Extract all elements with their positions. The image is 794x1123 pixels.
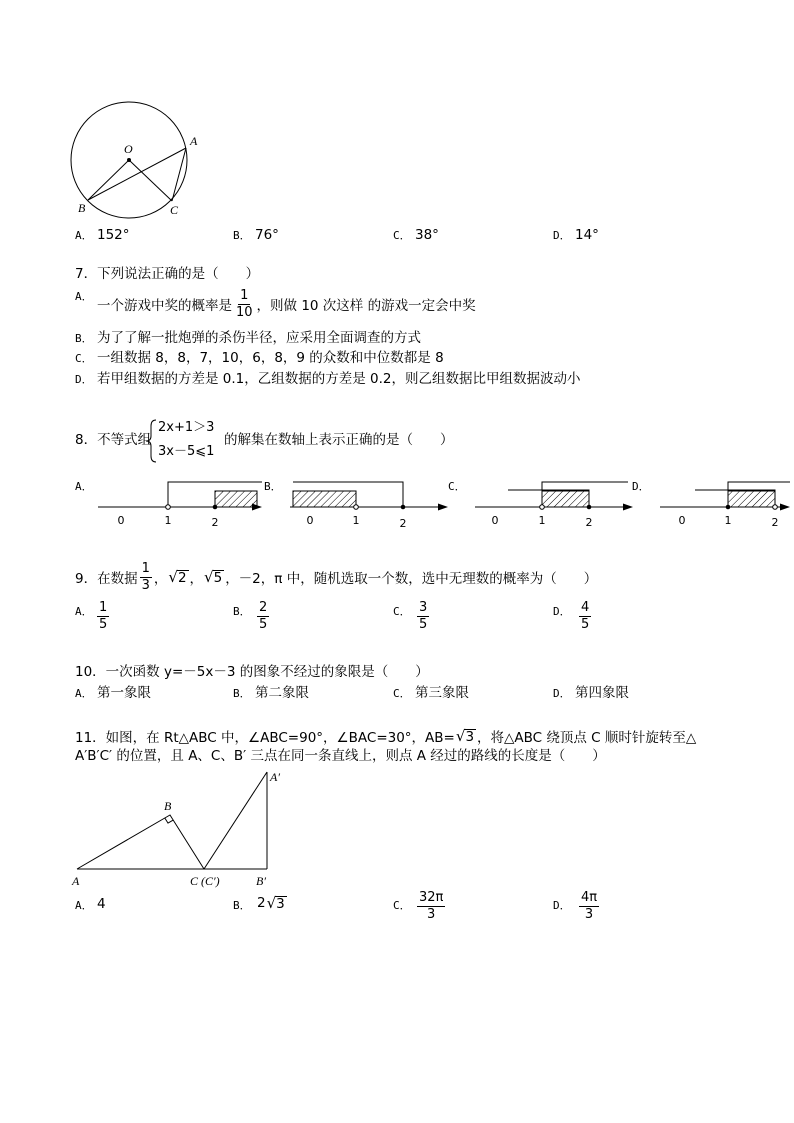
q6-option-d (553, 226, 599, 245)
label-a-prime: A′ (270, 770, 280, 784)
option-letter: D． (75, 373, 93, 386)
q7-option-a-letter: A． (75, 290, 93, 303)
hatched-region (293, 491, 356, 507)
axis-arrow-icon (780, 504, 790, 511)
stem-text-before: 11．如图，在 Rt△ABC 中，∠ABC=90°，∠BAC=30°，AB= (75, 730, 455, 746)
q7-option-d (75, 370, 581, 389)
tick-label: 0 (678, 514, 686, 527)
fraction-numerator: 1 (99, 600, 108, 615)
number-line-a (98, 482, 262, 529)
system-brace (144, 418, 158, 464)
q8-option-a-letter: A． (75, 480, 93, 493)
chord-ac (172, 148, 186, 201)
label-a: A (72, 874, 80, 888)
option-text: 152° (97, 227, 130, 243)
inequality-2: 3x－5⩽1 (158, 444, 215, 459)
open-point (354, 505, 359, 510)
option-text-before: 一个游戏中奖的概率是 (97, 298, 232, 314)
fraction-denominator: 5 (99, 617, 108, 632)
tick-label: 2 (211, 516, 219, 529)
q9-stem (75, 561, 597, 593)
option-text-after: ，则做 10 次这样 的游戏一定会中奖 (256, 298, 476, 314)
q7-option-a (97, 288, 476, 320)
closed-point (726, 505, 731, 510)
tick-label: 2 (399, 517, 407, 530)
q9-option-c-letter: C． (393, 605, 411, 618)
option-letter: D． (553, 229, 571, 242)
option-text: 第一象限 (97, 685, 151, 701)
radius-oc (129, 160, 172, 201)
square-root (168, 569, 188, 586)
label-b: B (78, 201, 86, 215)
radical-sign-icon: √ (455, 726, 466, 745)
number-line-c (475, 482, 633, 529)
hatched-region (542, 491, 589, 507)
q11-option-a-letter: A． (75, 899, 93, 912)
option-text: 38° (415, 227, 439, 243)
q6-option-c (393, 226, 439, 245)
q8-option-d-letter: D． (632, 480, 650, 493)
closed-point (213, 505, 218, 510)
q8-number-lines (70, 474, 794, 530)
radicand: 2 (177, 569, 187, 586)
q11-option-d-letter: D． (553, 899, 571, 912)
q11-option-a-text: 4 (97, 896, 106, 912)
left-brace-icon (146, 420, 156, 462)
q9-option-b-letter: B． (233, 605, 251, 618)
option-letter: B． (75, 332, 93, 345)
q9-option-d-letter: D． (553, 605, 571, 618)
q7-stem: 7．下列说法正确的是（ ） (75, 266, 260, 282)
q10-stem: 10．一次函数 y=－5x－3 的图象不经过的象限是（ ） (75, 664, 429, 680)
option-letter: A． (75, 687, 93, 700)
separator: ， (153, 571, 168, 587)
tick-label: 2 (585, 516, 593, 529)
fraction-denominator: 3 (584, 907, 594, 922)
tick-label: 1 (538, 514, 546, 527)
separator: ， (189, 571, 204, 587)
triangle-abc-sides (77, 815, 204, 869)
tick-label: 2 (771, 516, 779, 529)
radical-sign-icon: √ (204, 567, 214, 586)
label-o: O (124, 142, 133, 156)
option-text: 第三象限 (415, 685, 469, 701)
inequality-1: 2x+1＞3 (158, 420, 215, 435)
stem-text-before: 9．在数据 (75, 571, 138, 587)
square-root (204, 569, 224, 586)
closed-point (587, 505, 592, 510)
q9-option-c-fraction (417, 601, 429, 632)
fraction-numerator: 4π (581, 890, 598, 905)
stem-text-after: ，－2，π 中，随机选取一个数，选中无理数的概率为（ ） (225, 571, 598, 587)
q8-stem-before: 8．不等式组 (75, 432, 152, 448)
fraction (234, 289, 255, 320)
open-point (540, 505, 545, 510)
hatched-region (728, 491, 775, 507)
q10-option-a (75, 684, 151, 703)
option-letter: C． (393, 229, 411, 242)
axis-arrow-icon (623, 504, 633, 511)
square-root (456, 728, 476, 745)
radical-sign-icon: √ (168, 567, 178, 586)
option-text: 第二象限 (255, 685, 309, 701)
label-c: C (170, 203, 179, 217)
tick-label: 1 (352, 514, 360, 527)
label-a: A (190, 134, 198, 148)
q8-stem-after: 的解集在数轴上表示正确的是（ ） (224, 432, 454, 448)
fraction-denominator: 3 (427, 907, 436, 922)
option-text: 为了了解一批炮弹的杀伤半径，应采用全面调查的方式 (97, 330, 421, 346)
option-text: 一组数据 8，8，7，10，6，8，9 的众数和中位数都是 8 (97, 350, 444, 366)
q11-option-c-letter: C． (393, 899, 411, 912)
fraction-numerator: 1 (141, 560, 150, 576)
fraction-denominator: 3 (141, 577, 150, 593)
option-letter: A． (75, 229, 93, 242)
fraction-denominator: 5 (581, 617, 590, 632)
tick-label: 0 (491, 514, 499, 527)
q11-option-b-letter: B． (233, 899, 251, 912)
tick-label: 1 (724, 514, 732, 527)
hatched-region (215, 491, 257, 507)
q9-option-d-fraction (579, 601, 591, 632)
q6-circle-figure (60, 95, 210, 225)
fraction (140, 562, 152, 593)
q11-stem-line-2: A′B′C′ 的位置，且 A、C、B′ 三点在同一条直线上，则点 A 经过的路线的长度是（ ） (75, 748, 606, 764)
side-ca-prime (204, 772, 267, 869)
radicand: 3 (465, 728, 475, 745)
q11-option-d-fraction (579, 891, 599, 922)
option-letter: C． (393, 687, 411, 700)
option-text: 第四象限 (575, 685, 629, 701)
fraction-denominator: 5 (419, 617, 428, 632)
q8-option-c-letter: C． (448, 480, 466, 493)
q6-option-b (233, 226, 279, 245)
fraction-denominator: 10 (236, 304, 253, 320)
fraction-numerator: 4 (581, 600, 590, 615)
label-c-c-prime: C (C′) (190, 874, 220, 888)
number-line-d (660, 482, 790, 529)
tick-label: 0 (117, 514, 125, 527)
fraction-numerator: 3 (419, 600, 428, 615)
q10-option-c (393, 684, 469, 703)
radicand: 5 (213, 569, 223, 586)
q6-option-a (75, 226, 130, 245)
closed-point (401, 505, 406, 510)
coefficient: 2 (257, 895, 266, 911)
open-point (166, 505, 171, 510)
q11-triangle-figure (68, 766, 283, 892)
q11-option-c-fraction (417, 891, 445, 922)
number-line-b (290, 482, 448, 530)
axis-arrow-icon (438, 504, 448, 511)
label-b: B (164, 799, 172, 813)
option-letter: D． (553, 687, 571, 700)
fraction-denominator: 5 (259, 617, 268, 632)
q7-option-c (75, 349, 444, 368)
q7-option-b (75, 329, 421, 348)
label-b-prime: B′ (256, 874, 266, 888)
fraction-numerator: 2 (259, 600, 268, 615)
option-letter: C． (75, 352, 93, 365)
center-point-o (127, 158, 131, 162)
stem-text-after: ，将△ABC 绕顶点 C 顺时针旋转至△ (477, 730, 697, 746)
fraction-numerator: 32π (419, 890, 444, 905)
radius-ob (88, 160, 129, 200)
option-letter: B． (233, 229, 251, 242)
option-text: 76° (255, 227, 279, 243)
radical-sign-icon: √ (266, 893, 277, 912)
fraction-numerator: 1 (240, 287, 249, 303)
q11-option-b-value (257, 892, 288, 914)
tick-label: 0 (306, 514, 314, 527)
option-letter: B． (233, 687, 251, 700)
q10-option-b (233, 684, 309, 703)
q8-option-b-letter: B． (264, 480, 282, 493)
chord-ba (88, 148, 186, 200)
q11-stem-line-1 (75, 725, 696, 747)
square-root (267, 895, 287, 912)
option-text: 14° (575, 227, 599, 243)
tick-label: 1 (164, 514, 172, 527)
q10-option-d (553, 684, 629, 703)
q9-option-b-fraction (257, 601, 269, 632)
q9-option-a-letter: A． (75, 605, 93, 618)
option-text: 若甲组数据的方差是 0.1，乙组数据的方差是 0.2，则乙组数据比甲组数据波动小 (97, 371, 581, 387)
open-point (773, 505, 778, 510)
q9-option-a-fraction (97, 601, 109, 632)
radicand: 3 (276, 895, 285, 912)
